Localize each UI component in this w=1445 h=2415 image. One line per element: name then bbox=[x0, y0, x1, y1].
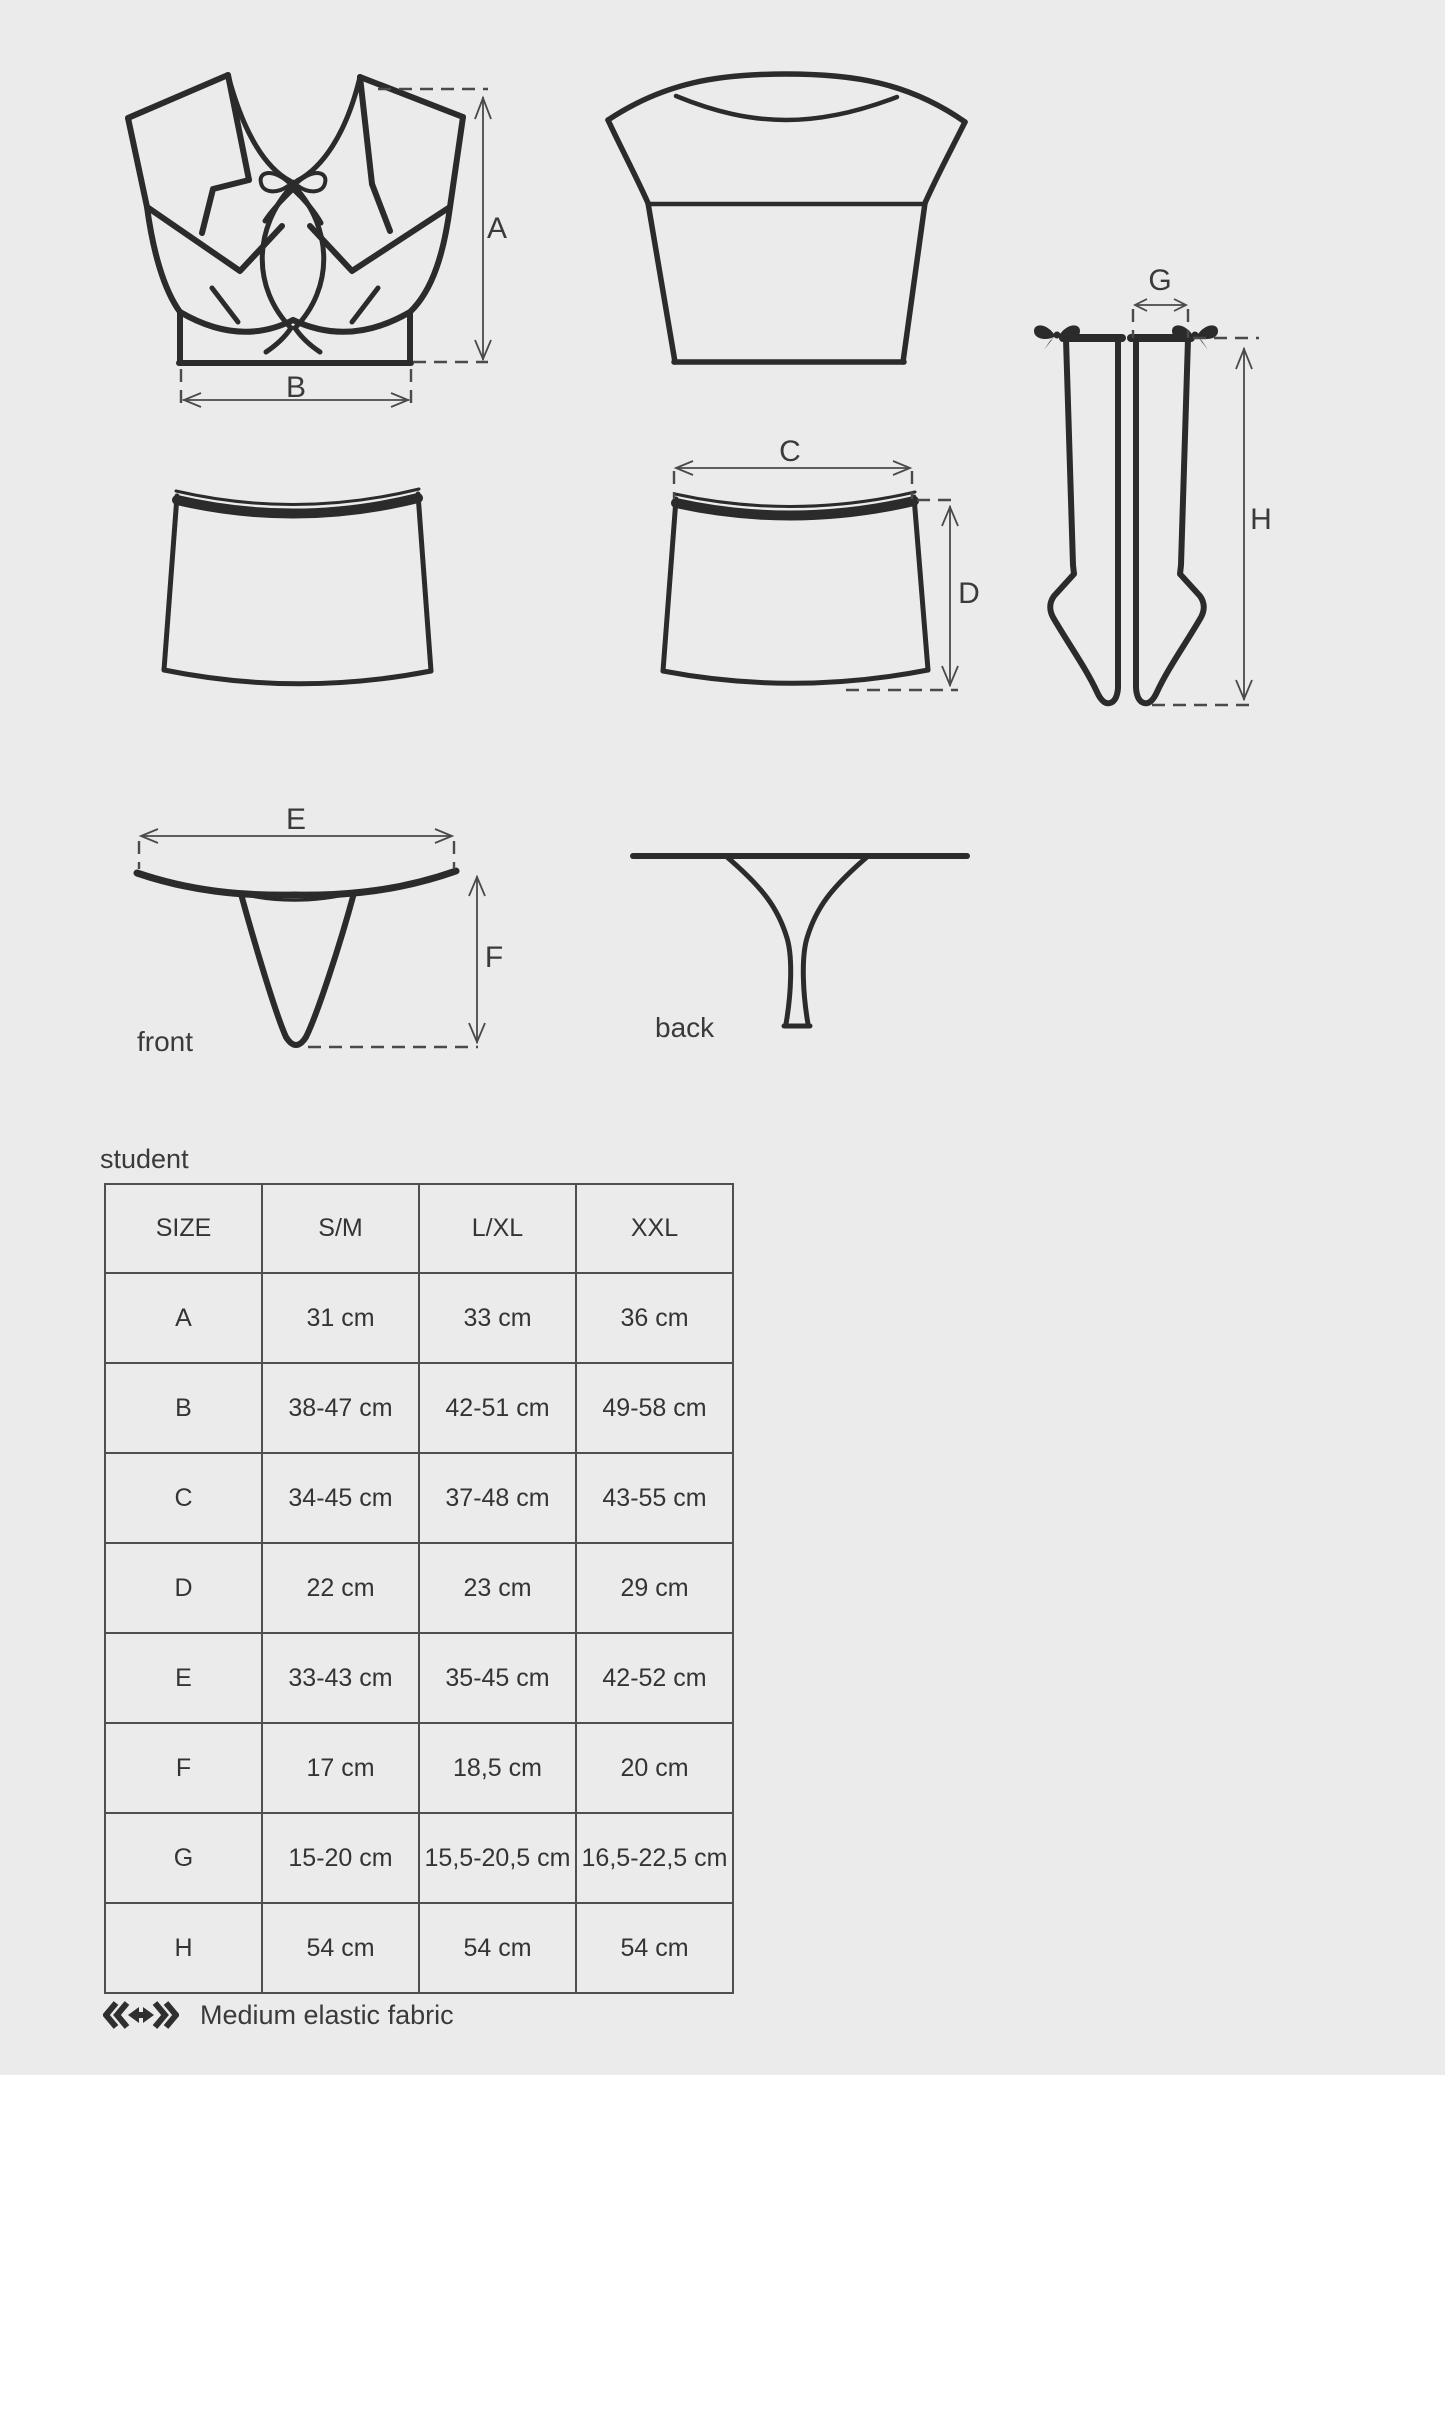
size-cell: 29 cm bbox=[576, 1543, 733, 1633]
size-cell: 20 cm bbox=[576, 1723, 733, 1813]
size-cell: 54 cm bbox=[262, 1903, 419, 1993]
header-cell-size: SIZE bbox=[105, 1184, 262, 1273]
table-row bbox=[105, 1363, 733, 1453]
panties-front-drawing bbox=[137, 871, 456, 1045]
size-cell: 42-51 cm bbox=[419, 1363, 576, 1453]
dimension-label-b: B bbox=[285, 371, 307, 404]
row-label: G bbox=[105, 1813, 262, 1903]
size-cell: 34-45 cm bbox=[262, 1453, 419, 1543]
size-cell: 22 cm bbox=[262, 1543, 419, 1633]
top-front-drawing bbox=[128, 75, 463, 363]
size-table-header-row bbox=[105, 1184, 733, 1273]
size-cell: 54 cm bbox=[419, 1903, 576, 1993]
dimension-label-c: C bbox=[779, 435, 801, 468]
size-cell: 37-48 cm bbox=[419, 1453, 576, 1543]
table-row bbox=[105, 1633, 733, 1723]
size-cell: 16,5-22,5 cm bbox=[576, 1813, 733, 1903]
skirt-front-drawing bbox=[164, 489, 431, 684]
header-cell-sm: S/M bbox=[262, 1184, 419, 1273]
size-cell: 15-20 cm bbox=[262, 1813, 419, 1903]
panties-back-drawing bbox=[633, 856, 967, 1026]
table-row bbox=[105, 1903, 733, 1993]
row-label: C bbox=[105, 1453, 262, 1543]
size-cell: 31 cm bbox=[262, 1273, 419, 1363]
fabric-legend bbox=[103, 2000, 454, 2030]
legend-text: Medium elastic fabric bbox=[200, 1999, 454, 2030]
dimension-label-d: D bbox=[958, 577, 980, 610]
table-row bbox=[105, 1453, 733, 1543]
elastic-stretch-arrow-icon bbox=[103, 2000, 179, 2030]
dimension-line-d bbox=[846, 500, 958, 690]
size-cell: 38-47 cm bbox=[262, 1363, 419, 1453]
size-cell: 42-52 cm bbox=[576, 1633, 733, 1723]
size-cell: 35-45 cm bbox=[419, 1633, 576, 1723]
top-back-drawing bbox=[608, 74, 965, 362]
bow-icon bbox=[1034, 325, 1080, 350]
row-label: H bbox=[105, 1903, 262, 1993]
size-cell: 15,5-20,5 cm bbox=[419, 1813, 576, 1903]
dimension-label-f: F bbox=[484, 941, 504, 974]
dimension-line-h bbox=[1152, 338, 1259, 705]
dimension-label-a: A bbox=[486, 212, 508, 245]
size-cell: 18,5 cm bbox=[419, 1723, 576, 1813]
back-view-caption: back bbox=[655, 1012, 715, 1043]
row-label: B bbox=[105, 1363, 262, 1453]
table-row bbox=[105, 1813, 733, 1903]
skirt-back-drawing bbox=[663, 492, 928, 683]
row-label: A bbox=[105, 1273, 262, 1363]
size-cell: 33 cm bbox=[419, 1273, 576, 1363]
dimension-label-e: E bbox=[285, 803, 307, 836]
product-name: student bbox=[100, 1144, 189, 1174]
front-view-caption: front bbox=[137, 1026, 194, 1057]
size-table bbox=[104, 1183, 734, 1994]
dimension-label-h: H bbox=[1250, 503, 1272, 536]
row-label: F bbox=[105, 1723, 262, 1813]
size-cell: 49-58 cm bbox=[576, 1363, 733, 1453]
size-cell: 43-55 cm bbox=[576, 1453, 733, 1543]
header-cell-lxl: L/XL bbox=[419, 1184, 576, 1273]
dimension-label-g: G bbox=[1148, 264, 1172, 297]
size-cell: 23 cm bbox=[419, 1543, 576, 1633]
stockings-drawing bbox=[1034, 325, 1218, 703]
header-cell-xxl: XXL bbox=[576, 1184, 733, 1273]
size-cell: 33-43 cm bbox=[262, 1633, 419, 1723]
size-cell: 54 cm bbox=[576, 1903, 733, 1993]
row-label: E bbox=[105, 1633, 262, 1723]
table-row bbox=[105, 1723, 733, 1813]
row-label: D bbox=[105, 1543, 262, 1633]
table-row bbox=[105, 1543, 733, 1633]
table-row bbox=[105, 1273, 733, 1363]
size-cell: 36 cm bbox=[576, 1273, 733, 1363]
size-cell: 17 cm bbox=[262, 1723, 419, 1813]
